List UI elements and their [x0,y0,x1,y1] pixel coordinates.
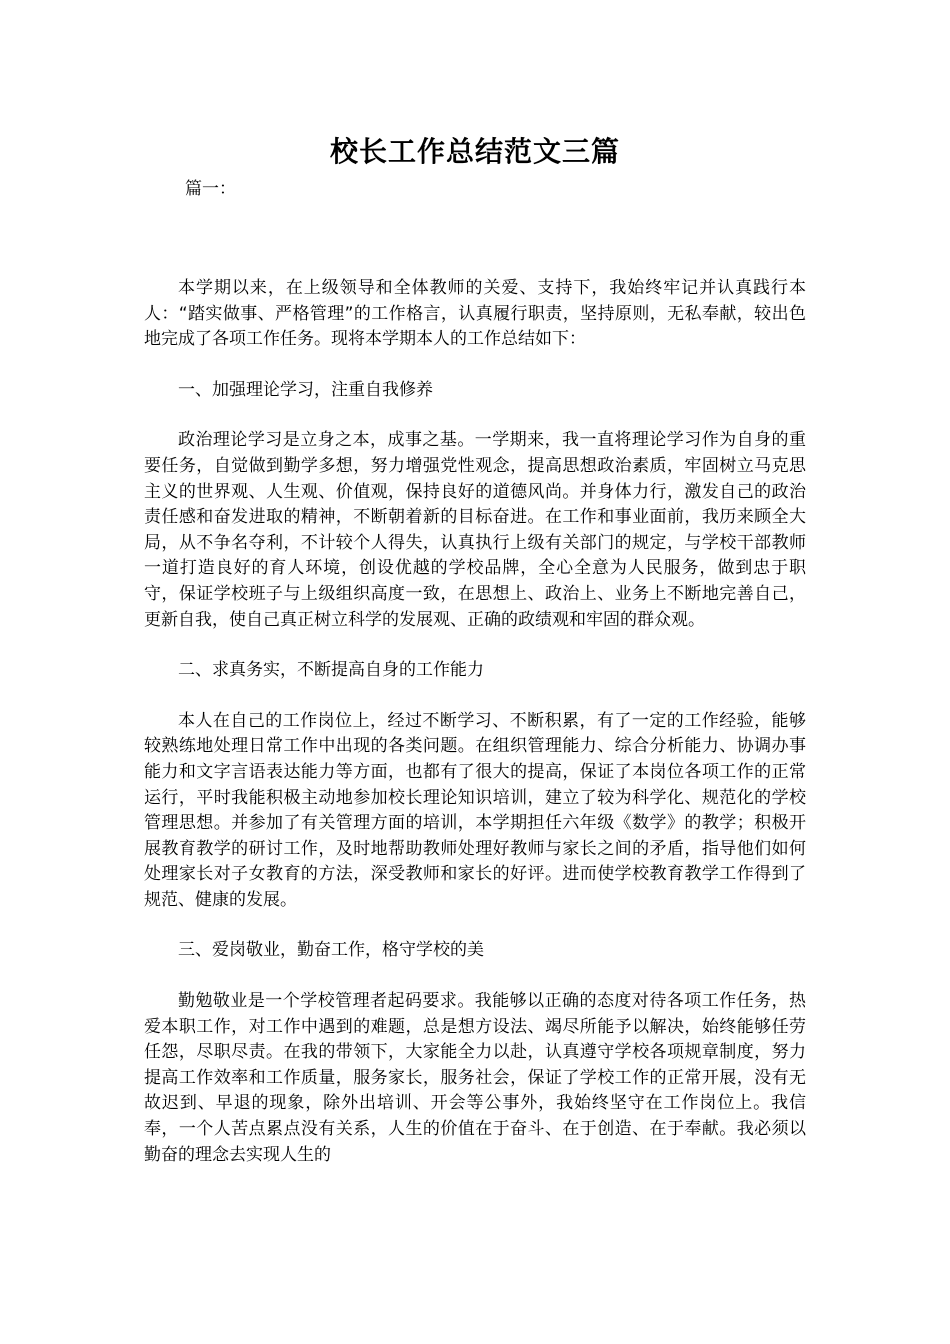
document-title: 校长工作总结范文三篇 [329,135,620,168]
section-body-1: 政治理论学习是立身之本，成事之基。一学期来，我一直将理论学习作为自身的重要任务，自觉做到勤学多想，努力增强党性观念，提高思想政治素质，牢固树立马克思主义的世界观、人生观、价值观，保持良好的道德风尚。并身体力行，激发自己的政治责任感和奋发进取的精神，不断朝着新的目标奋进。在工作和事业面前，我历来顾全大局，从不争名夺利，不计较个人得失，认真执行上级有关部门的规定，与学校干部教师一道打造良好的育人环境，创设优越的学校品牌，全心全意为人民服务，做到忠于职守，保证学校班子与上级组织高度一致，在思想上、政治上、业务上不断地完善自己，更新自我，使自己真正树立科学的发展观、正确的政绩观和牢固的群众观。 [144,430,806,630]
section-heading-3: 三、爱岗敬业，勤奋工作，格守学校的美 [178,940,484,961]
section-heading-2: 二、求真务实，不断提高自身的工作能力 [178,660,484,681]
section-body-2: 本人在自己的工作岗位上，经过不断学习、不断积累，有了一定的工作经验，能够较熟练地处理日常工作中出现的各类问题。在组织管理能力、综合分析能力、协调办事能力和文字言语表达能力等方面，也都有了很大的提高，保证了本岗位各项工作的正常运行，平时我能积极主动地参加校长理论知识培训，建立了较为科学化、规范化的学校管理思想。并参加了有关管理方面的培训，本学期担任六年级《数学》的教学；积极开展教育教学的研讨工作，及时地帮助教师处理好教师与家长之间的矛盾，指导他们如何处理家长对子女教育的方法，深受教师和家长的好评。进而使学校教育教学工作得到了规范、健康的发展。 [144,710,806,910]
part-label: 篇一： [185,179,236,199]
section-body-3: 勤勉敬业是一个学校管理者起码要求。我能够以正确的态度对待各项工作任务，热爱本职工作，对工作中遇到的难题，总是想方设法、竭尽所能予以解决，始终能够任劳任怨，尽职尽责。在我的带领下，大家能全力以赴，认真遵守学校各项规章制度，努力提高工作效率和工作质量，服务家长，服务社会，保证了学校工作的正常开展，没有无故迟到、早退的现象，除外出培训、开会等公事外，我始终坚守在工作岗位上。我信奉，一个人苦点累点没有关系，人生的价值在于奋斗、在于创造、在于奉献。我必须以勤奋的理念去实现人生的 [144,991,806,1165]
document-body [144,276,806,1193]
intro-paragraph: 本学期以来，在上级领导和全体教师的关爱、支持下，我始终牢记并认真践行本人：“踏实做事、严格管理”的工作格言，认真履行职责，坚持原则，无私奉献，较出色地完成了各项工作任务。现将本学期本人的工作总结如下： [144,278,806,350]
section-heading-1: 一、加强理论学习，注重自我修养 [178,379,433,400]
